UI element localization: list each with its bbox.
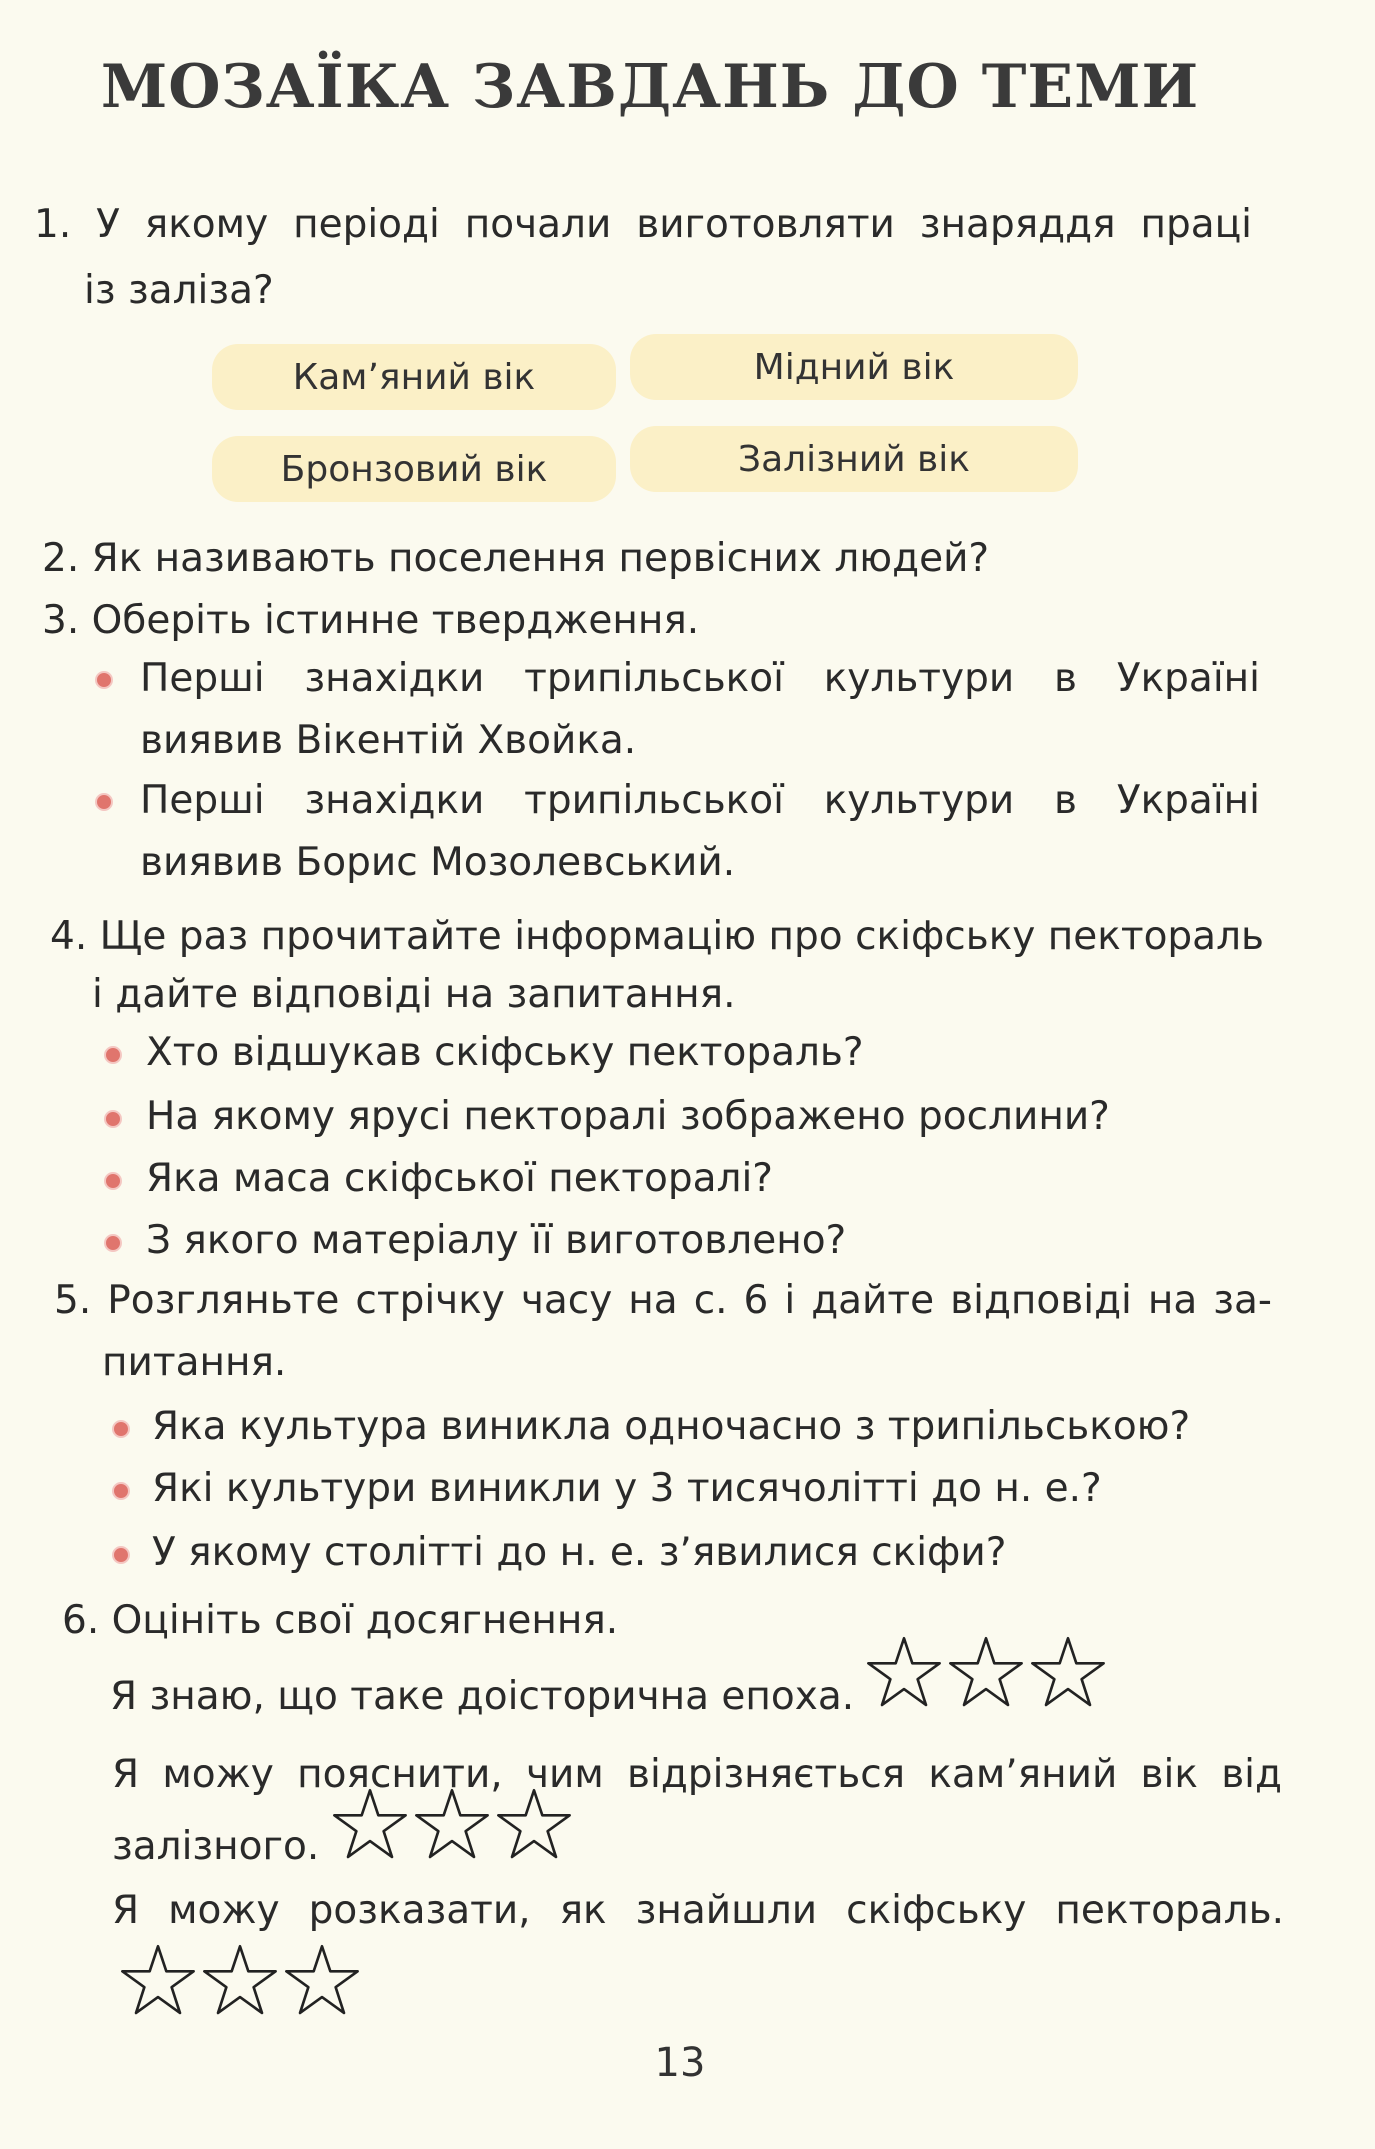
circle-bullet-icon (104, 1046, 122, 1064)
statement-2-line-1: Перші знахідки трипільської культури в Україні (140, 778, 1260, 823)
rating-stars-1[interactable] (866, 1636, 1106, 1708)
star-outline-icon[interactable] (202, 1944, 278, 2016)
option-iron-age[interactable]: Залізний вік (630, 426, 1078, 492)
star-outline-icon[interactable] (866, 1636, 942, 1708)
question-1-line-2: із заліза? (84, 268, 274, 313)
question-4-line-1: 4. Ще раз прочитайте інформацію про скіфську пектораль (50, 914, 1264, 959)
option-copper-age[interactable]: Мідний вік (630, 334, 1078, 400)
star-outline-icon[interactable] (414, 1788, 490, 1860)
question-4-line-2: і дайте відповіді на запитання. (92, 972, 736, 1017)
circle-bullet-icon (112, 1420, 130, 1438)
circle-bullet-icon (104, 1110, 122, 1128)
question-4-item: З якого матеріалу її виготовлено? (146, 1218, 847, 1263)
star-outline-icon[interactable] (496, 1788, 572, 1860)
question-3: 3. Оберіть істинне твердження. (42, 598, 700, 643)
question-4-item: Хто відшукав скіфську пектораль? (146, 1030, 864, 1075)
star-outline-icon[interactable] (120, 1944, 196, 2016)
self-assessment-3: Я можу розказати, як знайшли скіфську пектораль. (112, 1888, 1284, 1933)
option-stone-age[interactable]: Кам’яний вік (212, 344, 616, 410)
self-assessment-1: Я знаю, що таке доісторична епоха. (110, 1674, 855, 1719)
circle-bullet-icon (112, 1482, 130, 1500)
statement-2-line-2: виявив Борис Мозолевський. (140, 840, 736, 885)
self-assessment-2-line-2: залізного. (112, 1824, 320, 1869)
circle-bullet-icon (104, 1172, 122, 1190)
circle-bullet-icon (104, 1234, 122, 1252)
question-5-line-2: питання. (102, 1340, 287, 1385)
page-title: МОЗАЇКА ЗАВДАНЬ ДО ТЕМИ (100, 52, 1200, 122)
question-5-line-1: 5. Розгляньте стрічку часу на с. 6 і дайте відповіді на за- (54, 1278, 1272, 1323)
circle-bullet-icon (95, 671, 113, 689)
question-1-line-1: 1. У якому періоді почали виготовляти знаряддя праці (34, 202, 1252, 247)
star-outline-icon[interactable] (284, 1944, 360, 2016)
question-6: 6. Оцініть свої досягнення. (62, 1598, 619, 1643)
self-assessment-2-line-1: Я можу пояснити, чим відрізняється кам’яний вік від (112, 1752, 1282, 1797)
question-4-item: Яка маса скіфської пекторалі? (146, 1156, 774, 1201)
star-outline-icon[interactable] (1030, 1636, 1106, 1708)
page-number: 13 (654, 2040, 706, 2086)
question-5-item: Яка культура виникла одночасно з трипільською? (152, 1404, 1191, 1449)
circle-bullet-icon (112, 1546, 130, 1564)
question-2: 2. Як називають поселення первісних людей? (42, 536, 990, 581)
star-outline-icon[interactable] (332, 1788, 408, 1860)
statement-1-line-2: виявив Вікентій Хвойка. (140, 718, 637, 763)
star-outline-icon[interactable] (948, 1636, 1024, 1708)
question-5-item: У якому столітті до н. е. з’явилися скіфи? (152, 1530, 1007, 1575)
statement-1-line-1: Перші знахідки трипільської культури в Україні (140, 656, 1260, 701)
circle-bullet-icon (95, 793, 113, 811)
rating-stars-2[interactable] (332, 1788, 572, 1860)
question-5-item: Які культури виникли у 3 тисячолітті до н. е.? (152, 1466, 1102, 1511)
option-bronze-age[interactable]: Бронзовий вік (212, 436, 616, 502)
rating-stars-3[interactable] (120, 1944, 360, 2016)
question-4-item: На якому ярусі пекторалі зображено рослини? (146, 1094, 1110, 1139)
